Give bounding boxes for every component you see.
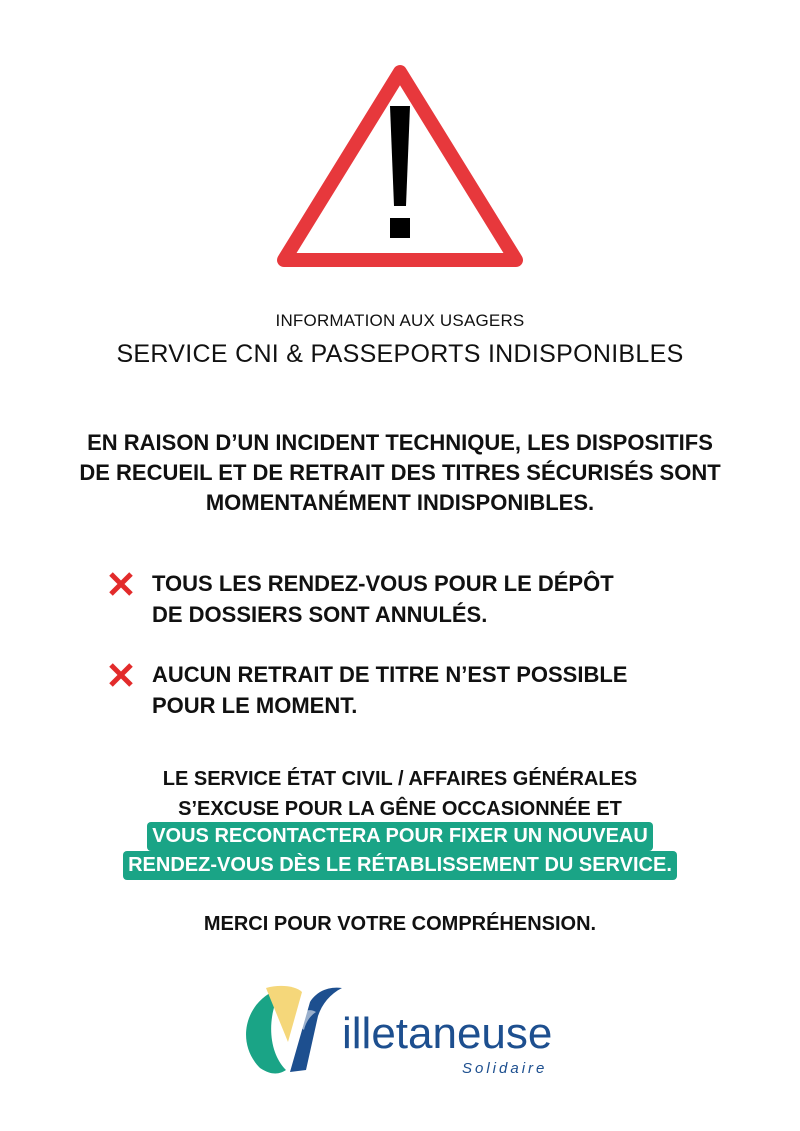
notice-subtitle: INFORMATION AUX USAGERS [275,311,525,330]
bullet-line: DE DOSSIERS SONT ANNULÉS. [152,602,488,627]
highlighted-callback-notice [0,822,800,880]
bullet-appointments-cancelled [108,568,708,632]
bullet-line: AUCUN RETRAIT DE TITRE N’EST POSSIBLE [152,662,628,687]
highlight-line: RENDEZ-VOUS DÈS LE RÉTABLISSEMENT DU SERVICE. [123,851,677,880]
paragraph-line: EN RAISON D’UN INCIDENT TECHNIQUE, LES DISPOSITIFS [87,430,713,455]
logo-tagline: Solidaire [462,1060,548,1077]
apology-line: S’EXCUSE POUR LA GÊNE OCCASIONNÉE ET [178,798,622,820]
villetaneuse-logo [236,982,576,1078]
exclamation-dot [390,218,410,238]
logo-wordmark: illetaneuse [342,1009,553,1058]
paragraph-line: DE RECUEIL ET DE RETRAIT DES TITRES SÉCURISÉS SONT [79,460,721,485]
bullet-line: POUR LE MOMENT. [152,693,358,718]
apology-text [0,764,800,824]
red-cross-icon [108,662,134,688]
incident-paragraph [0,428,800,518]
bullet-line: TOUS LES RENDEZ-VOUS POUR LE DÉPÔT [152,571,614,596]
thanks-text: MERCI POUR VOTRE COMPRÉHENSION. [203,913,597,935]
warning-triangle-icon [272,60,528,274]
apology-line: LE SERVICE ÉTAT CIVIL / AFFAIRES GÉNÉRALES [162,768,638,790]
notice-title: SERVICE CNI & PASSEPORTS INDISPONIBLES [116,340,684,368]
red-cross-icon [108,571,134,597]
highlight-line: VOUS RECONTACTERA POUR FIXER UN NOUVEAU [147,822,653,851]
bullet-no-withdrawal [108,659,708,723]
paragraph-line: MOMENTANÉMENT INDISPONIBLES. [205,490,595,515]
